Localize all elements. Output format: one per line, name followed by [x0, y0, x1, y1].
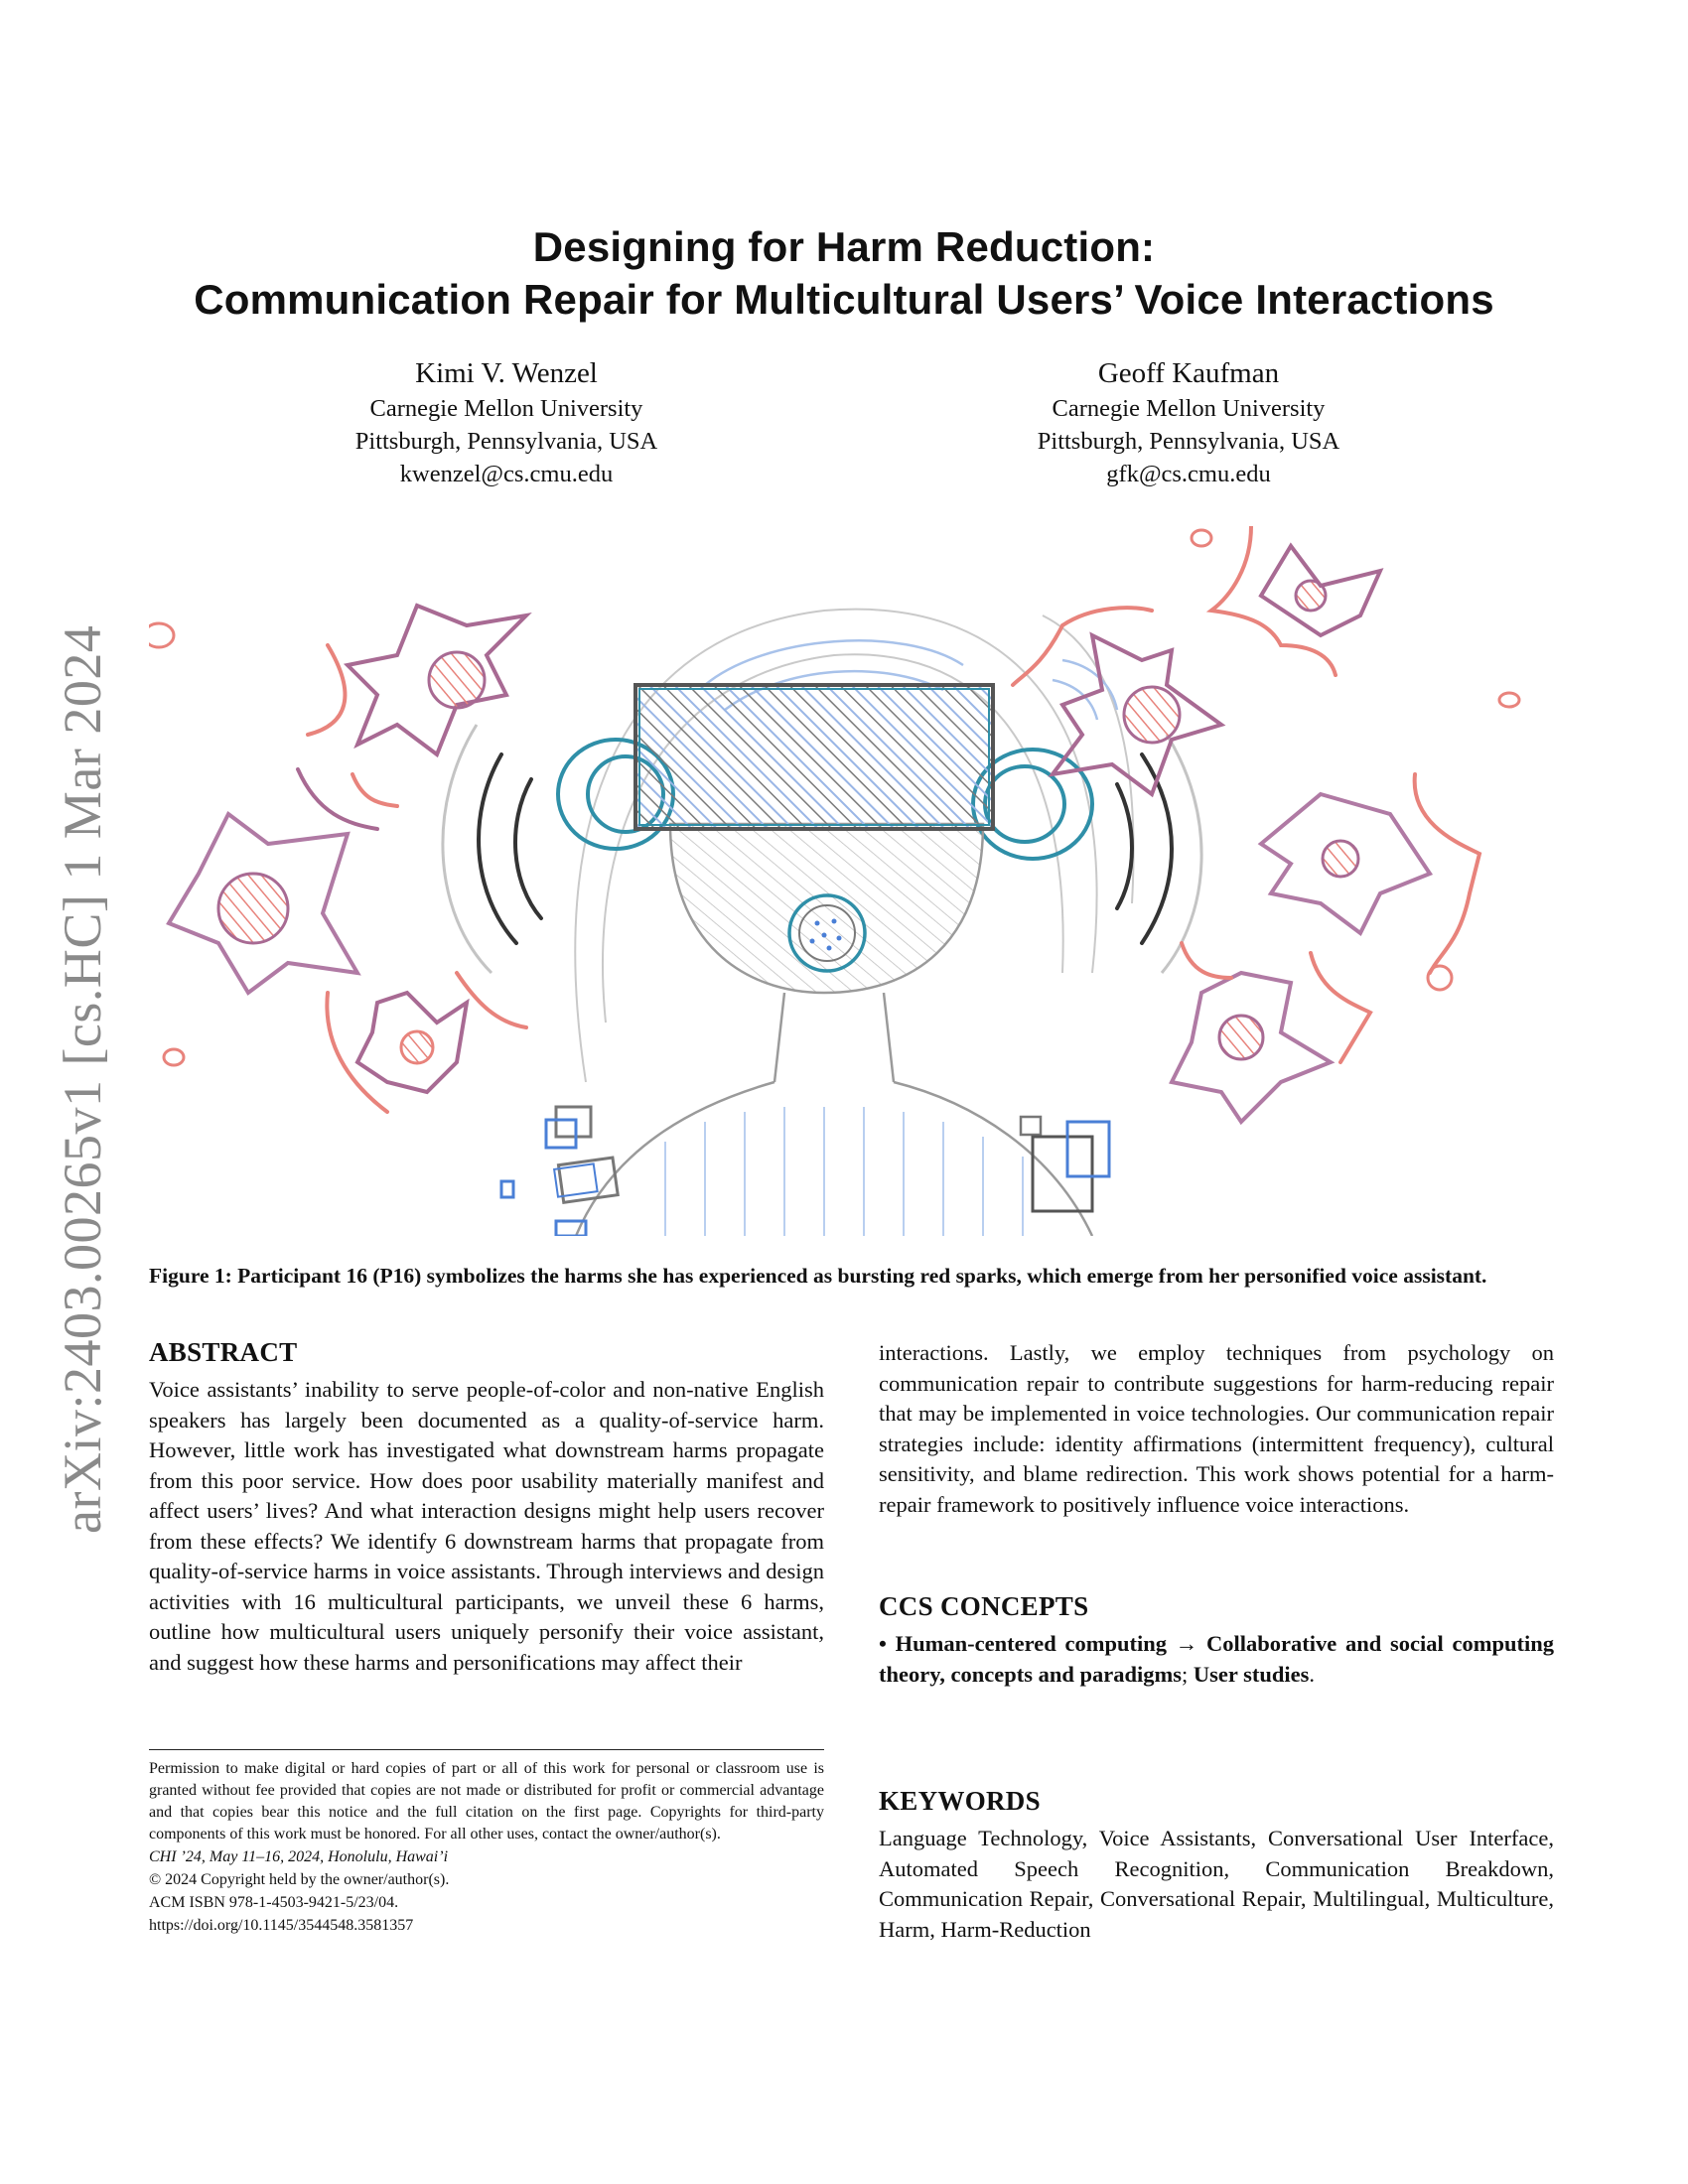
bubble-icon — [149, 623, 174, 647]
author-email[interactable]: gfk@cs.cmu.edu — [1106, 461, 1271, 487]
author-name: Geoff Kaufman — [1097, 357, 1280, 389]
author-block — [258, 354, 755, 490]
bubble-icon — [164, 1049, 184, 1065]
permission-text: Permission to make digital or hard copies of part or all of this work for personal or classroom use is granted without fee provided that copies are not made or distributed for profit or commercial advantage and that copies bear this notice and the full citation on the first page. Copyrights for third-party components of this work must be honored. For all other uses, contact the owner/author(s). — [149, 1760, 824, 1843]
title-line-1: Designing for Harm Reduction: — [532, 223, 1156, 270]
author-affiliation: Carnegie Mellon University — [369, 395, 643, 422]
arxiv-identifier-stamp: arXiv:2403.00265v1 [cs.HC] 1 Mar 2024 — [53, 624, 112, 1534]
spark-icon — [1211, 526, 1380, 675]
author-affiliation: Carnegie Mellon University — [1052, 395, 1326, 422]
body — [576, 993, 1092, 1236]
figure-1-sketch — [149, 526, 1549, 1236]
abstract-heading: ABSTRACT — [149, 1337, 298, 1367]
copyright-line: © 2024 Copyright held by the owner/author(s). — [149, 1871, 450, 1888]
left-column — [149, 1335, 824, 1678]
author-name: Kimi V. Wenzel — [415, 357, 598, 389]
bullet-icon: • — [879, 1631, 887, 1656]
abstract-text-part-2: interactions. Lastly, we employ techniques from psychology on communication repair to contribute suggestions for harm-reducing repair that may be implemented in voice technologies. Our communication repair strategies include: identity affirmations (intermittent frequency), cultural sensitivity, and blame redirection. This work shows potential for a harm-repair framework to positively influence voice interactions. — [879, 1340, 1554, 1517]
spark-icon — [327, 973, 526, 1112]
shirt-stripes — [665, 1107, 1023, 1236]
doi-link[interactable]: https://doi.org/10.1145/3544548.3581357 — [149, 1917, 414, 1934]
bubble-icon — [1499, 693, 1519, 707]
author-location: Pittsburgh, Pennsylvania, USA — [354, 428, 658, 455]
screen-icons — [501, 1107, 1109, 1236]
ccs-concept: Human-centered computing → Collaborative and social computing theory, concepts and paradigms — [879, 1631, 1555, 1687]
keywords-heading: KEYWORDS — [879, 1786, 1041, 1816]
ccs-separator: ; — [1182, 1661, 1194, 1687]
visor — [635, 685, 993, 829]
permission-footnote — [149, 1749, 824, 1937]
bubble-icon — [1192, 530, 1211, 546]
venue-line: CHI ’24, May 11–16, 2024, Honolulu, Hawai’i — [149, 1848, 449, 1865]
ccs-concepts-text — [879, 1629, 1554, 1690]
spark-icon — [1261, 774, 1479, 973]
title-line-2: Communication Repair for Multicultural Users’ Voice Interactions — [194, 276, 1494, 323]
keywords-text: Language Technology, Voice Assistants, Conversational User Interface, Automated Speech Recognition, Communication Breakdown, Communication Repair, Conversational Repair, Multilingual, Multiculture, Harm, Harm-Reduction — [879, 1826, 1554, 1942]
paper-title — [139, 220, 1549, 326]
isbn-line: ACM ISBN 978-1-4503-9421-5/23/04. — [149, 1894, 399, 1911]
right-column — [879, 1338, 1554, 1945]
spark-icon — [169, 814, 357, 993]
footnote-divider — [149, 1749, 824, 1750]
spark-icon — [1172, 943, 1370, 1122]
face — [670, 824, 983, 993]
ccs-period: . — [1309, 1661, 1315, 1687]
voice-assistant-illustration — [149, 526, 1549, 1236]
ccs-concept: User studies — [1193, 1661, 1310, 1687]
spark-icon — [308, 606, 526, 754]
bubble-icon — [1428, 966, 1452, 990]
ccs-concepts-heading: CCS CONCEPTS — [879, 1591, 1089, 1621]
figure-caption: Figure 1: Participant 16 (P16) symbolizes the harms she has experienced as bursting red sparks, which emerge from her personified voice assistant. — [149, 1264, 1487, 1288]
author-location: Pittsburgh, Pennsylvania, USA — [1037, 428, 1340, 455]
author-email[interactable]: kwenzel@cs.cmu.edu — [399, 461, 614, 487]
author-block — [940, 354, 1437, 490]
spark-icon — [1013, 608, 1221, 794]
abstract-text-part-1: Voice assistants’ inability to serve people-of-color and non-native English speakers has largely been documented as a quality-of-service harm. However, little work has investigated what downstream harms propagate from this poor service. How does poor usability materially manifest and affect users’ lives? And what interaction designs might help users recover from these effects? We identify 6 downstream harms that propagate from quality-of-service harms in voice assistants. Through interviews and design activities with 16 multicultural participants, we unveil these 6 harms, outline how multicultural users uniquely personify their voice assistant, and suggest how these harms and personifications may affect their — [149, 1377, 824, 1675]
